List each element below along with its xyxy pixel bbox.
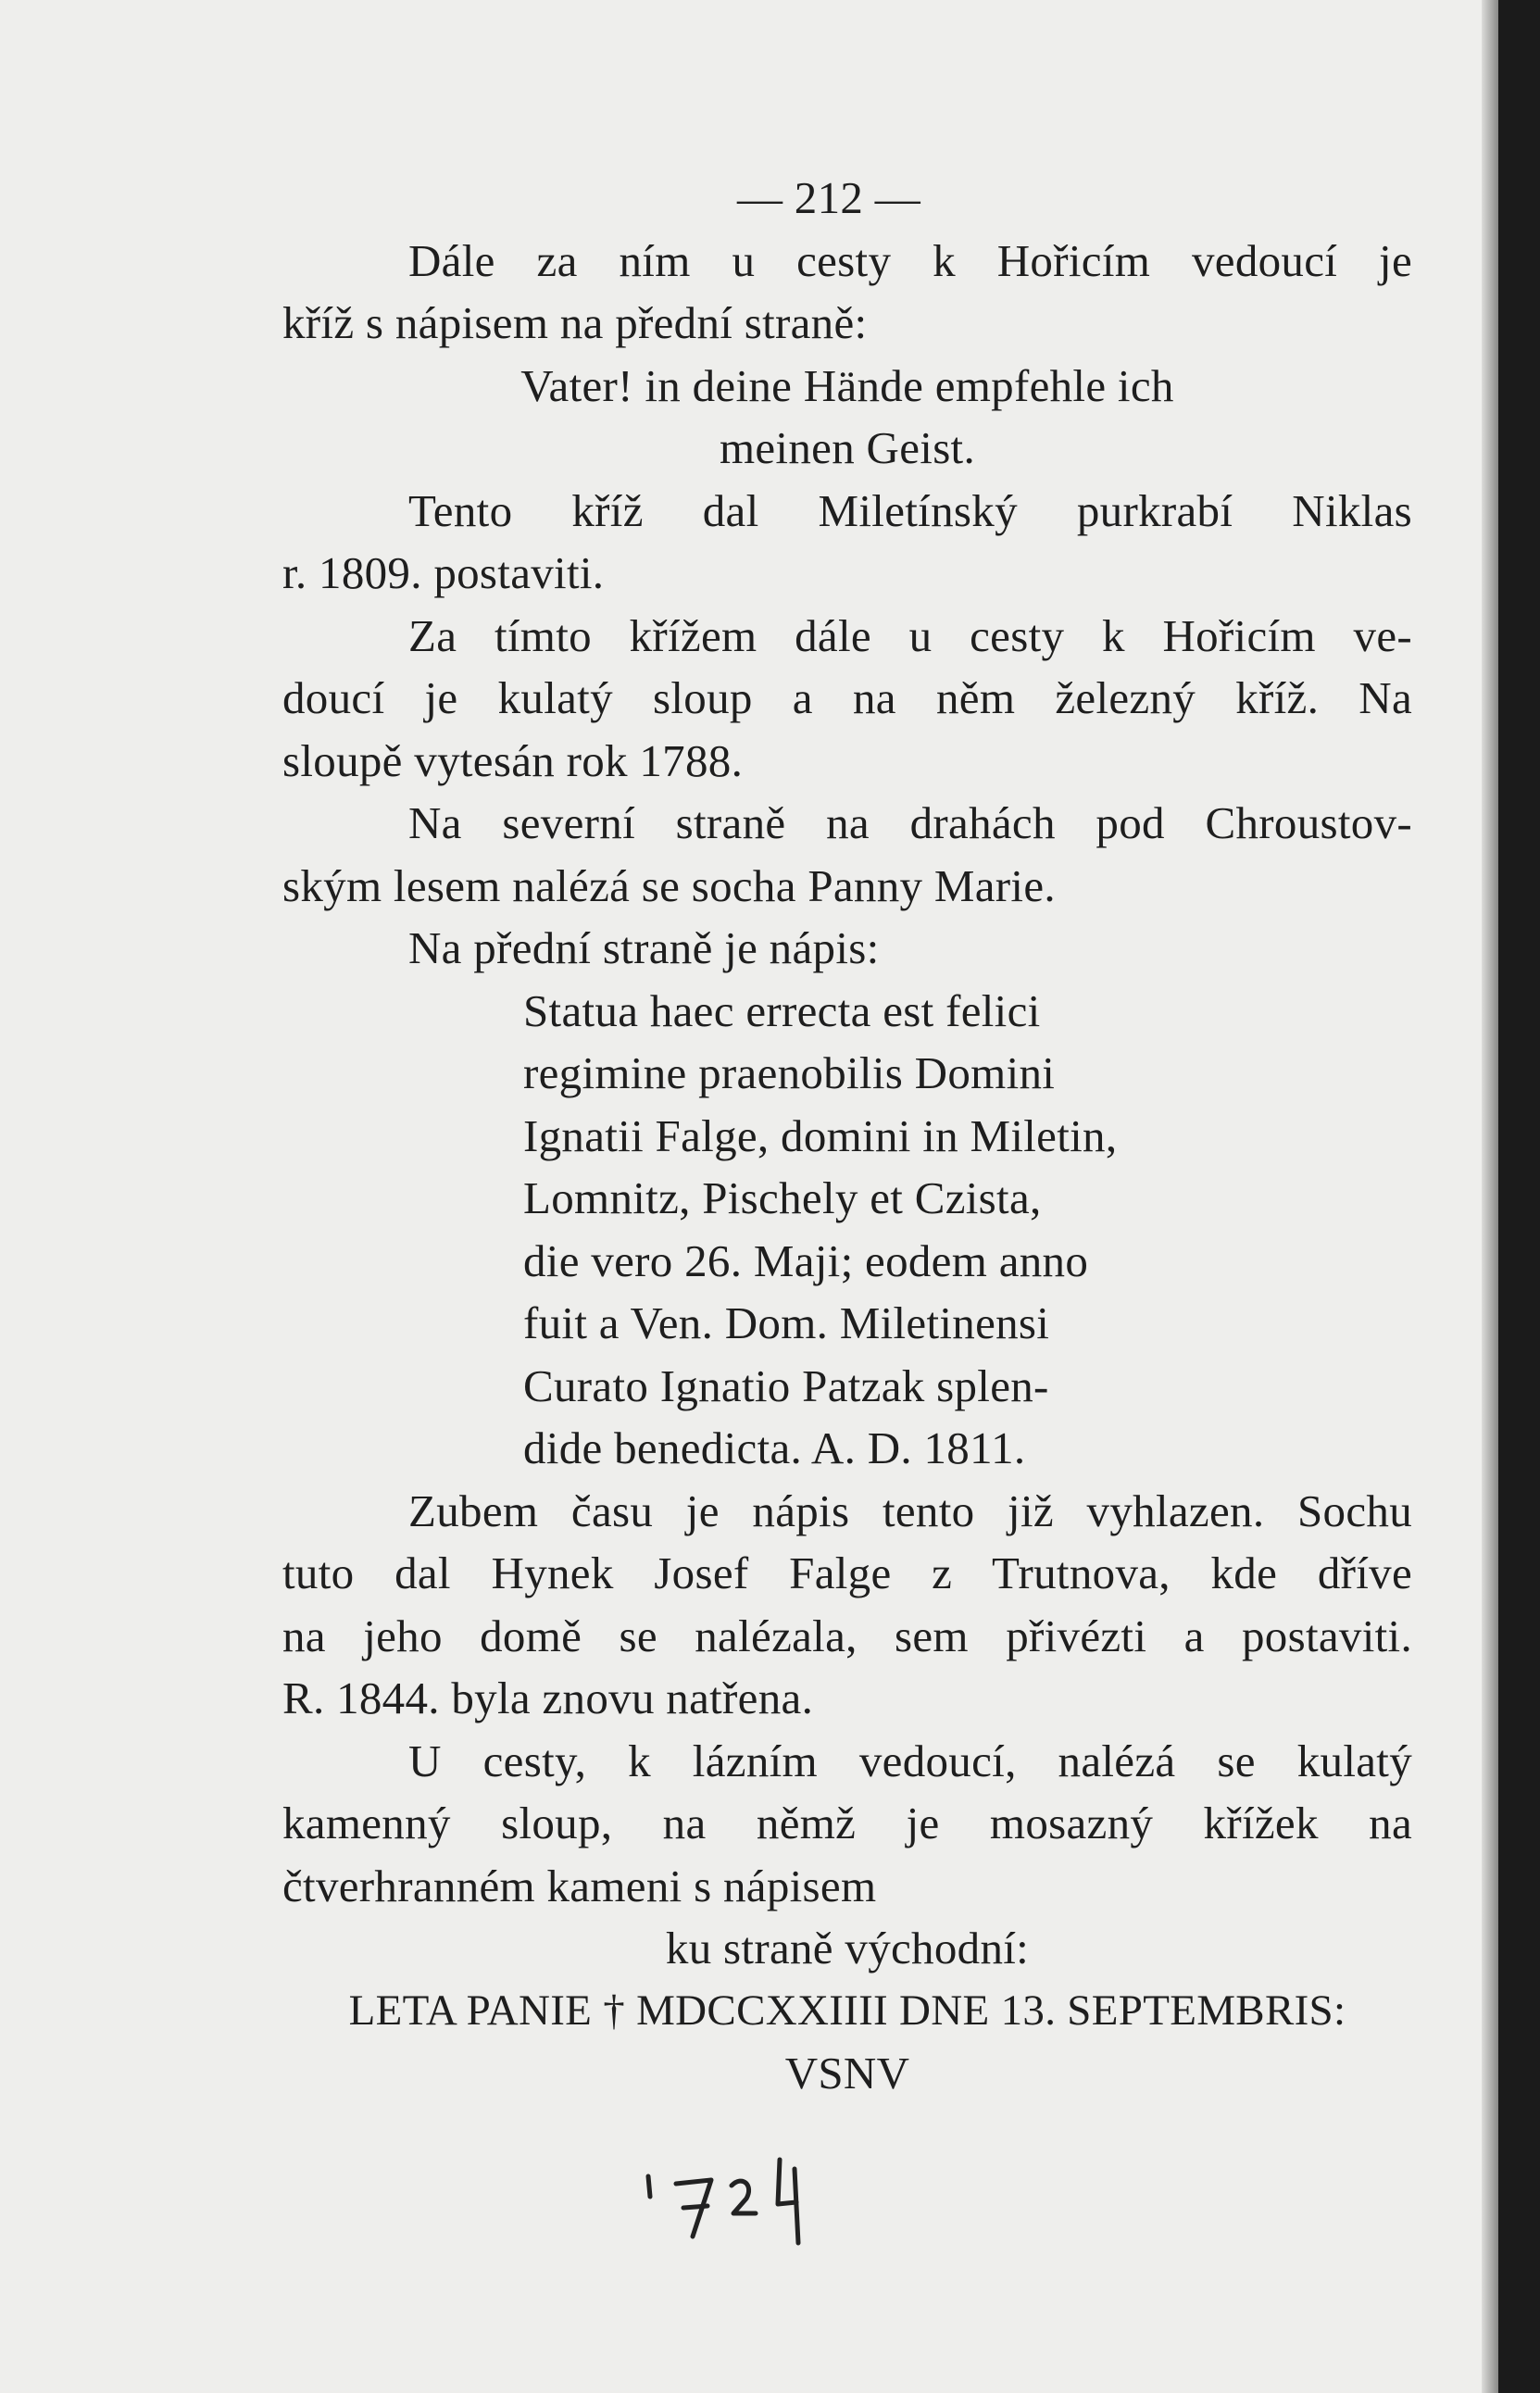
text-line: R. 1844. byla znovu natřena. [282, 1673, 814, 1723]
text-line: kamenný sloup, na němž je mosazný křížek na [282, 1798, 1412, 1848]
text-line: ským lesem nalézá se socha Panny Marie. [282, 859, 1056, 911]
handwritten-note [639, 2149, 824, 2250]
text-line: doucí je kulatý sloup a na něm železný kříž. Na [282, 672, 1412, 723]
text-line: U cesty, k lázním vedoucí, nalézá se kulatý [408, 1735, 1412, 1786]
text-line: Za tímto křížem dále u cesty k Hořicím ve- [408, 609, 1412, 661]
inscription-line: meinen Geist. [719, 422, 976, 473]
text-line: čtverhranném kameni s nápisem [282, 1860, 877, 1911]
text-line: r. 1809. postaviti. [282, 547, 605, 598]
text-line: sloupě vytesán rok 1788. [282, 734, 744, 786]
text-line: kříž s nápisem na přední straně: [282, 297, 868, 348]
inscription-line: VSNV [784, 2048, 910, 2099]
latin-inscription-line: dide benedicta. A. D. 1811. [523, 1422, 1026, 1473]
text-line: Dále za ním u cesty k Hořicím vedoucí je [408, 234, 1412, 286]
text-line: tuto dal Hynek Josef Falge z Trutnova, kde dříve [282, 1547, 1412, 1598]
latin-inscription-line: Statua haec errecta est felici [523, 984, 1041, 1036]
inscription-line: Vater! in deine Hände empfehle ich [520, 359, 1174, 411]
text-line: Na přední straně je nápis: [408, 922, 880, 973]
latin-inscription-line: fuit a Ven. Dom. Miletinensi [523, 1297, 1050, 1348]
text-line: Na severní straně na drahách pod Chroustov- [408, 797, 1412, 848]
latin-inscription-line: Ignatii Falge, domini in Miletin, [523, 1109, 1118, 1161]
text-line: ku straně východní: [665, 1923, 1030, 1973]
page-edge [1482, 0, 1498, 2393]
latin-inscription-line: regimine praenobilis Domini [523, 1047, 1056, 1098]
text-line: Zubem času je nápis tento již vyhlazen. Sochu [408, 1485, 1412, 1536]
text-line: Tento kříž dal Miletínský purkrabí Niklas [408, 484, 1412, 536]
latin-inscription-line: Lomnitz, Pischely et Czista, [523, 1172, 1042, 1223]
latin-inscription-line: die vero 26. Maji; eodem anno [523, 1234, 1089, 1286]
page-number: — 212 — [736, 172, 921, 223]
inscription-line: LETA PANIE † MDCCXXIIII DNE 13. SEPTEMBRIS: [348, 1986, 1346, 2035]
latin-inscription-line: Curato Ignatio Patzak splen- [523, 1359, 1049, 1411]
text-line: na jeho domě se nalézala, sem přivézti a postaviti. [282, 1610, 1412, 1661]
page-text [282, 167, 1412, 2105]
